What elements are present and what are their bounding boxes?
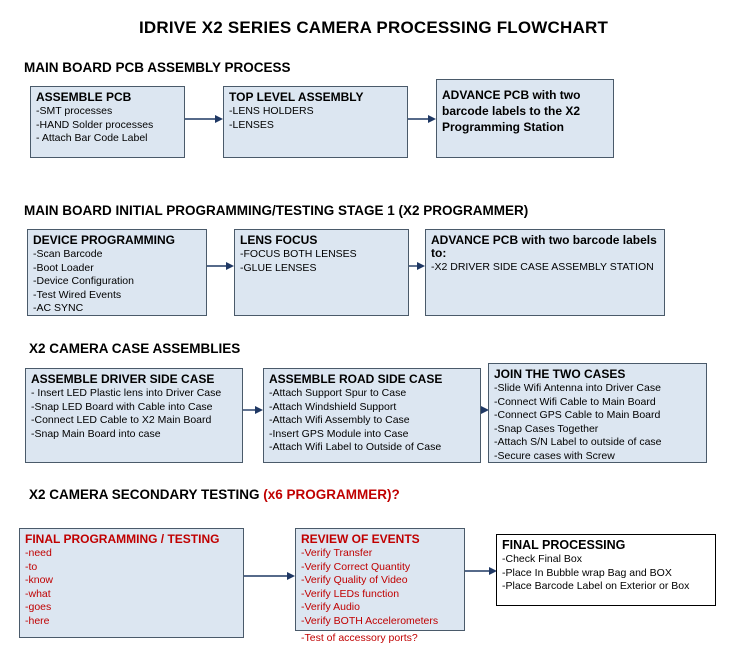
box-items	[235, 248, 408, 277]
list-item: -Connect LED Cable to X2 Main Board	[31, 414, 212, 426]
box-assemble-driver-side-case	[25, 368, 243, 463]
box-advance-pcb-driver-side	[425, 229, 665, 316]
list-item: -Connect Wifi Cable to Main Board	[494, 395, 656, 408]
list-item: -Verify BOTH Accelerometers	[301, 614, 439, 627]
section-heading-x2-camera-secondary-testing: X2 CAMERA SECONDARY TESTING (x6 PROGRAMMER)?	[29, 487, 400, 502]
arrow-review-to-final-processing	[465, 565, 497, 577]
arrow-toplevel-to-advance	[408, 113, 436, 125]
list-item: -HAND Solder processes	[36, 118, 154, 131]
box-items	[31, 105, 184, 148]
list-item: -Verify Quality of Video	[301, 574, 408, 586]
box-assemble-pcb	[30, 86, 185, 158]
list-item: -X2 DRIVER SIDE CASE ASSEMBLY STATION	[431, 261, 654, 273]
box-header: ASSEMBLE ROAD SIDE CASE	[269, 372, 443, 386]
box-items	[26, 387, 242, 443]
arrow-driver-to-road	[243, 404, 263, 416]
list-item: -Device Configuration	[33, 275, 134, 287]
list-item: -LENSES	[229, 118, 274, 131]
box-review-of-events	[295, 528, 465, 644]
box-header: FINAL PROGRAMMING / TESTING	[25, 532, 220, 546]
page-title: IDRIVE X2 SERIES CAMERA PROCESSING FLOWCHART	[138, 18, 609, 37]
list-item: -Attach Wifi Assembly to Case	[269, 414, 410, 426]
box-items	[28, 248, 206, 318]
list-item: -Attach Wifi Label to Outside of Case	[269, 441, 442, 453]
box-header: JOIN THE TWO CASES	[494, 367, 626, 381]
box-items	[224, 105, 407, 134]
list-item: -Scan Barcode	[33, 248, 103, 260]
section-heading-main-board-initial-programming: MAIN BOARD INITIAL PROGRAMMING/TESTING STAGE 1 (X2 PROGRAMMER)	[24, 203, 529, 218]
list-item: -Verify Transfer	[301, 547, 373, 559]
list-item: -Insert GPS Module into Case	[269, 427, 409, 440]
list-item: -Verify LEDs function	[301, 587, 400, 600]
list-item: -Verify Audio	[301, 601, 360, 613]
list-item: -Test Wired Events	[33, 288, 122, 301]
list-item: -AC SYNC	[33, 302, 84, 314]
box-header: REVIEW OF EVENTS	[301, 532, 420, 546]
list-item: -GLUE LENSES	[240, 261, 317, 274]
box-items	[426, 261, 664, 277]
list-item: -here	[25, 614, 50, 627]
list-item: -goes	[25, 601, 52, 613]
arrow-assemble-to-toplevel	[185, 113, 223, 125]
list-item: -what	[25, 587, 51, 600]
section-heading-x2-camera-case-assemblies: X2 CAMERA CASE ASSEMBLIES	[29, 341, 241, 356]
box-header: FINAL PROCESSING	[502, 538, 626, 552]
list-item: -SMT processes	[36, 105, 113, 117]
box-top-level-assembly	[223, 86, 408, 158]
list-item: -to	[25, 560, 38, 573]
box-lens-focus	[234, 229, 409, 316]
box-items	[296, 547, 464, 644]
box-header: DEVICE PROGRAMMING	[33, 233, 176, 247]
box-header: TOP LEVEL ASSEMBLY	[229, 90, 364, 104]
box-header: LENS FOCUS	[240, 233, 318, 247]
box-items	[489, 382, 706, 465]
list-item: -Slide Wifi Antenna into Driver Case	[494, 382, 661, 394]
arrow-device-to-lens	[207, 260, 234, 272]
box-join-the-two-cases	[488, 363, 707, 463]
box-final-programming-testing	[19, 528, 244, 638]
list-item: - Attach Bar Code Label	[36, 132, 148, 144]
list-item: -Check Final Box	[502, 553, 582, 565]
section-heading-main-board-pcb-assembly: MAIN BOARD PCB ASSEMBLY PROCESS	[24, 60, 291, 75]
section-heading-accent: (x6 PROGRAMMER)?	[263, 487, 400, 502]
list-item: -Verify Correct Quantity	[301, 560, 411, 573]
box-header: ADVANCE PCB with two barcode labels to:	[431, 233, 657, 260]
box-device-programming	[27, 229, 207, 316]
box-advance-pcb-programming-station	[436, 79, 614, 158]
list-item: -Connect GPS Cable to Main Board	[494, 409, 661, 421]
list-item: -Place Barcode Label on Exterior or Box	[502, 580, 690, 592]
list-item: -Attach Support Spur to Case	[269, 387, 407, 399]
box-final-processing	[496, 534, 716, 606]
list-item: -Attach S/N Label to outside of case	[494, 436, 662, 448]
list-item: -Attach Windshield Support	[269, 400, 397, 413]
box-items	[497, 553, 715, 596]
box-items	[264, 387, 480, 457]
box-items	[20, 547, 243, 630]
list-item: -Snap Main Board into case	[31, 427, 161, 440]
list-item: - Insert LED Plastic lens into Driver Case	[31, 387, 222, 399]
arrow-final-prog-to-review	[244, 570, 295, 582]
list-item: -Secure cases with Screw	[494, 449, 615, 462]
list-item: -Snap Cases Together	[494, 422, 599, 435]
arrow-lens-to-advance	[409, 260, 425, 272]
list-item: -Snap LED Board with Cable into Case	[31, 400, 213, 413]
list-item: -LENS HOLDERS	[229, 105, 314, 117]
box-header: ASSEMBLE DRIVER SIDE CASE	[31, 372, 215, 386]
list-item: -FOCUS BOTH LENSES	[240, 248, 357, 260]
list-item: -Boot Loader	[33, 261, 94, 274]
box-header: ADVANCE PCB with two barcode labels to the X2 Programming Station	[442, 88, 581, 134]
list-item: -need	[25, 547, 52, 559]
list-item: -know	[25, 574, 54, 586]
box-header: ASSEMBLE PCB	[36, 90, 132, 104]
box-assemble-road-side-case	[263, 368, 481, 463]
list-item: -Place In Bubble wrap Bag and BOX	[502, 566, 672, 579]
list-item: -Test of accessory ports?	[301, 632, 418, 644]
